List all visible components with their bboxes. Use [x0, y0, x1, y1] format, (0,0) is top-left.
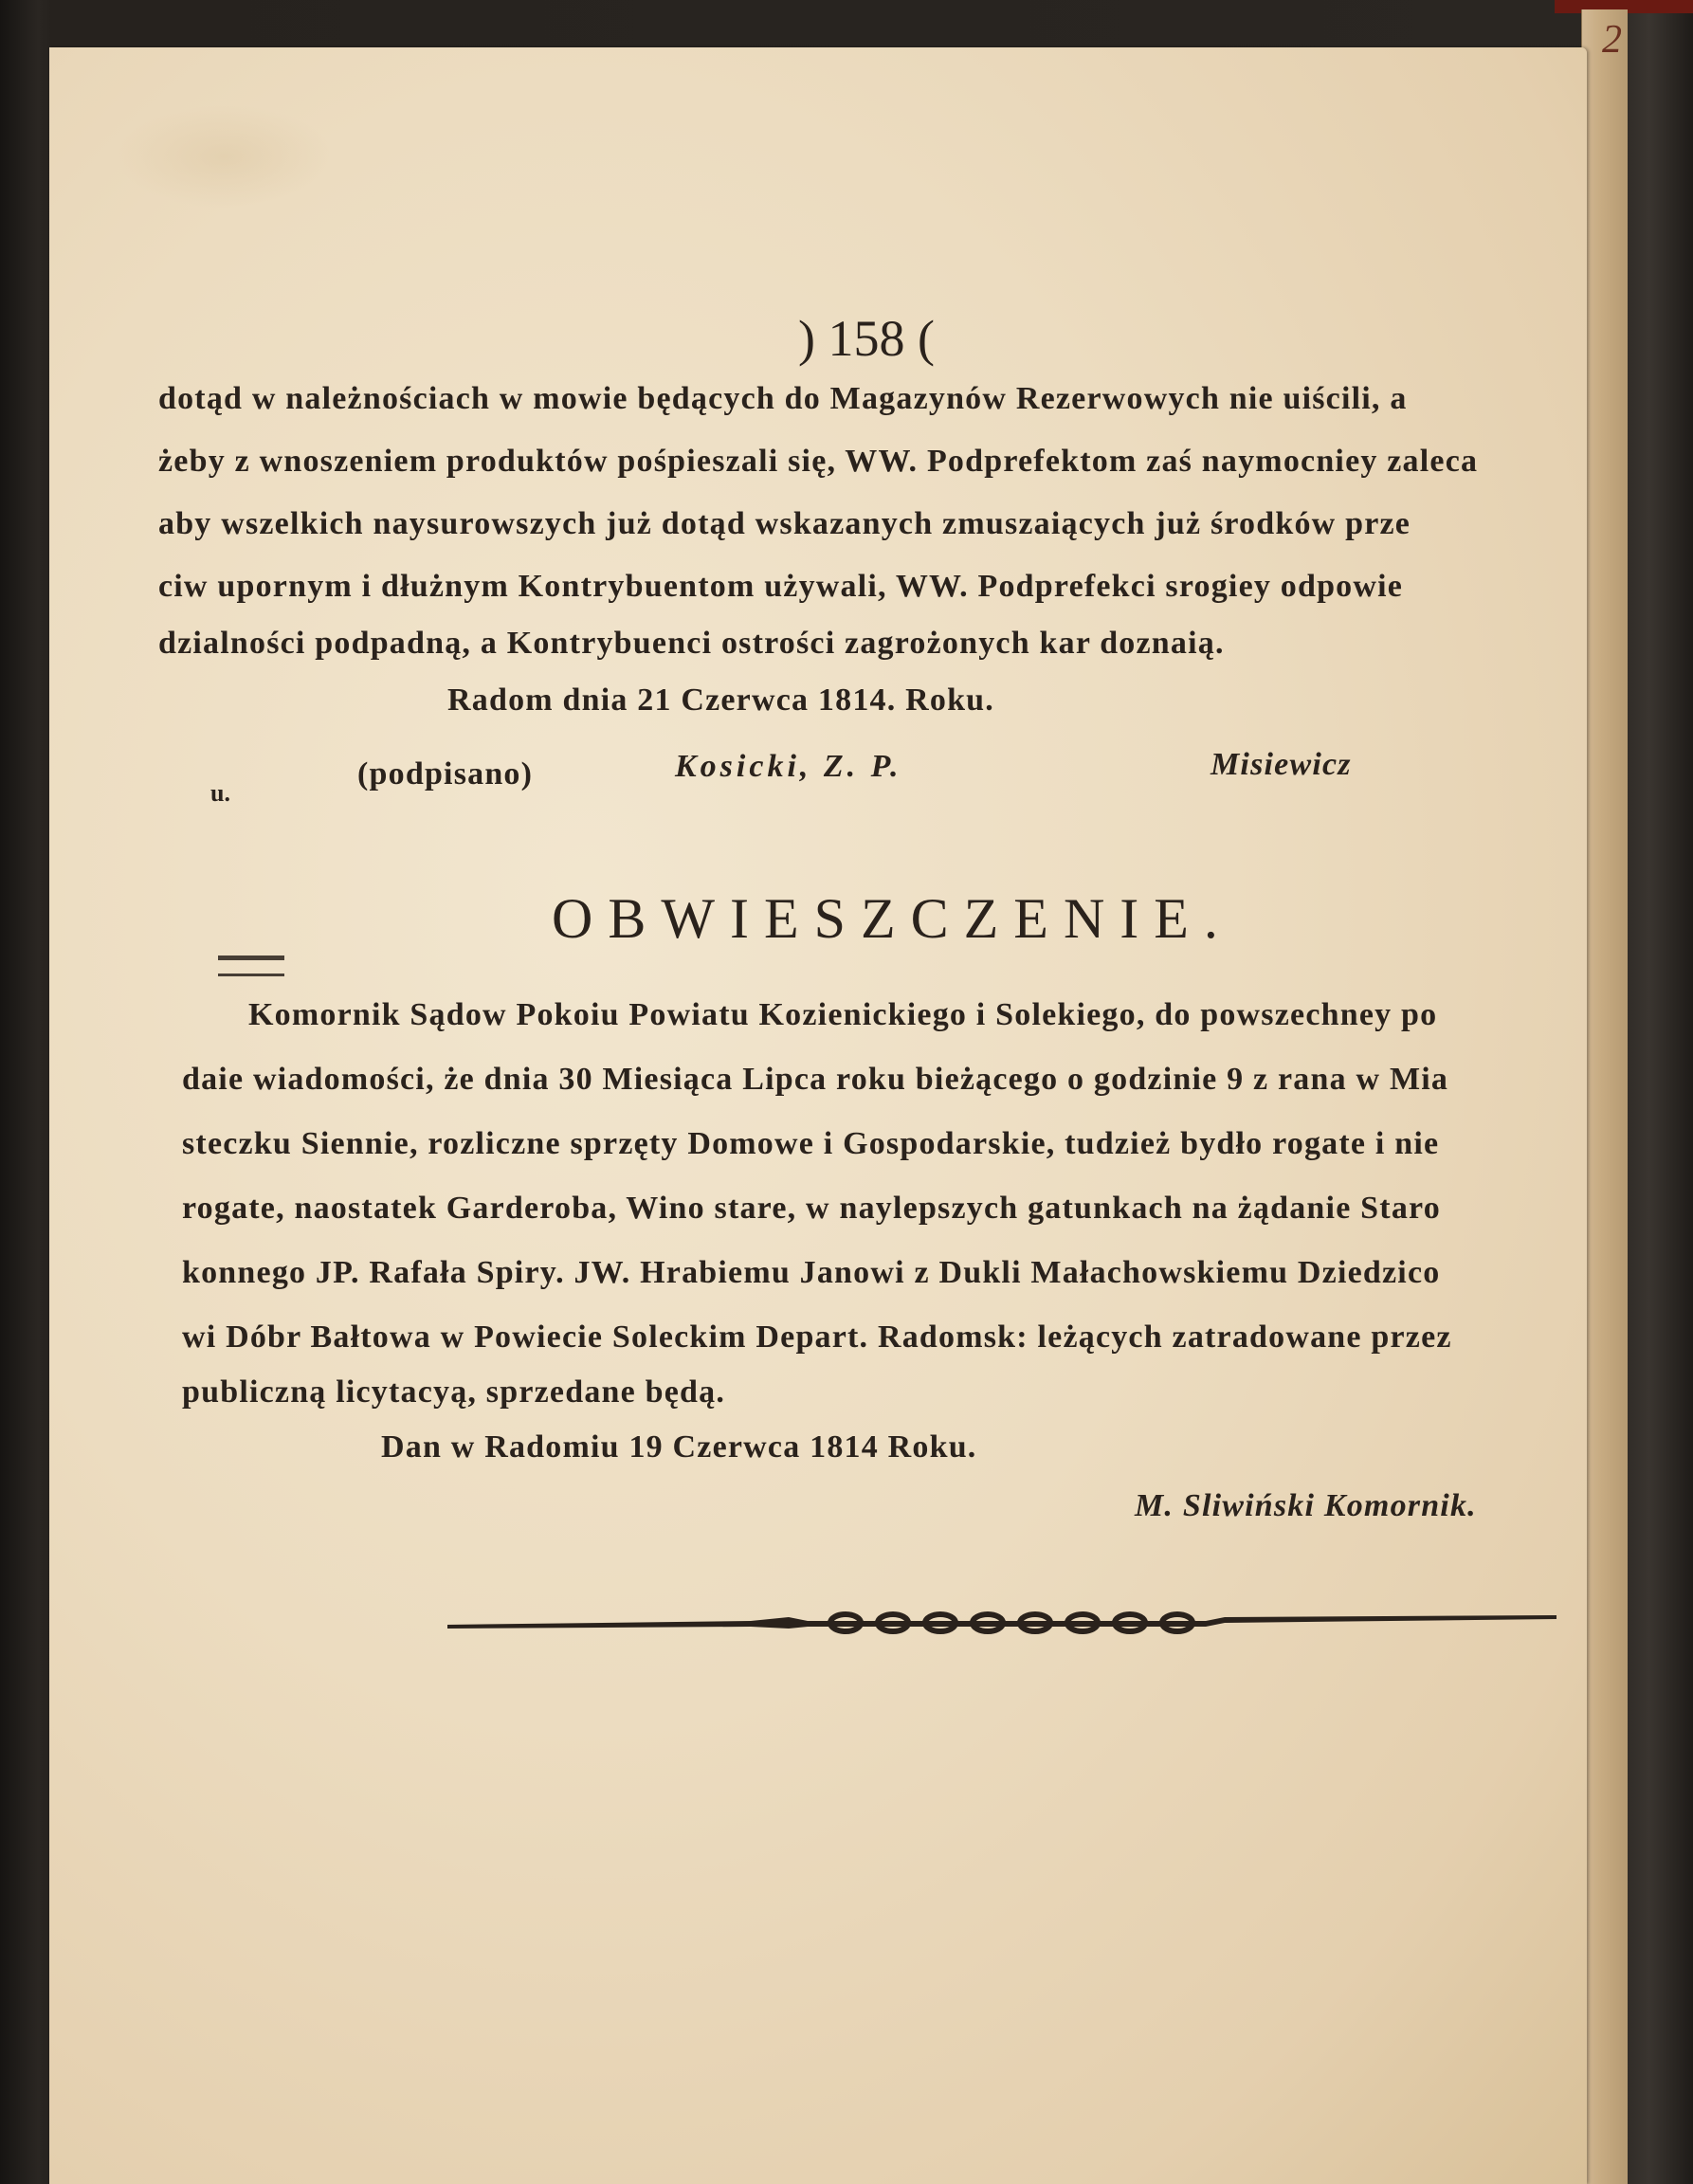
- paper-stain: [116, 104, 334, 209]
- corner-mark: 2: [1602, 18, 1622, 62]
- paragraph-2-line: Komornik Sądow Pokoiu Powiatu Kozienickiego i Solekiego, do powszechney po: [248, 997, 1438, 1032]
- paragraph-1-line: ciw upornym i dłużnym Kontrybuentom używali, WW. Podprefekci srogiey odpowie: [158, 569, 1404, 604]
- paragraph-2-line: daie wiadomości, że dnia 30 Miesiąca Lipca roku bieżącego o godzinie 9 z rana w Mia: [182, 1062, 1449, 1097]
- paragraph-1-line: dotąd w należnościach w mowie będących do Magazynów Rezerwowych nie uiścili, a: [158, 381, 1408, 416]
- paragraph-2-line: wi Dóbr Bałtowa w Powiecie Soleckim Depart. Radomsk: leżących zatradowane przez: [182, 1320, 1452, 1355]
- paragraph-1-line: żeby z wnoszeniem produktów pośpieszali się, WW. Podprefektom zaś naymocniey zaleca: [158, 444, 1479, 479]
- signature-sliwinski: M. Sliwiński Komornik.: [1135, 1488, 1477, 1523]
- paragraph-2-line: rogate, naostatek Garderoba, Wino stare, w naylepszych gatunkach na żądanie Staro: [182, 1191, 1441, 1226]
- paragraph-2-line: konnego JP. Rafała Spiry. JW. Hrabiemu Janowi z Dukli Małachowskiemu Dziedzico: [182, 1255, 1441, 1290]
- date-line-1: Radom dnia 21 Czerwca 1814. Roku.: [447, 682, 994, 718]
- paragraph-2-line: steczku Siennie, rozliczne sprzęty Domowe i Gospodarskie, tudzież bydło rogate i nie: [182, 1126, 1440, 1161]
- paragraph-1-line: dzialności podpadną, a Kontrybuenci ostrości zagrożonych kar doznaią.: [158, 626, 1225, 661]
- page-number: ) 158 (: [798, 310, 935, 367]
- rule-mark: [218, 956, 284, 976]
- paragraph-2-line: publiczną licytacyą, sprzedane będą.: [182, 1374, 726, 1410]
- signature-mark: u.: [210, 779, 230, 807]
- signature-name-misiewicz: Misiewicz: [1211, 747, 1352, 782]
- notice-heading: OBWIESZCZENIE.: [552, 887, 1233, 950]
- signed-label: (podpisano): [357, 756, 534, 792]
- paragraph-1-line: aby wszelkich naysurowszych już dotąd wskazanych zmuszaiących już środków prze: [158, 506, 1411, 541]
- signature-name-kosicki: Kosicki, Z. P.: [675, 749, 902, 784]
- ornamental-rule: [447, 1602, 1566, 1640]
- document-page: [49, 47, 1587, 2184]
- date-line-2: Dan w Radomiu 19 Czerwca 1814 Roku.: [381, 1429, 977, 1465]
- page-edge-stack: [1581, 9, 1628, 2184]
